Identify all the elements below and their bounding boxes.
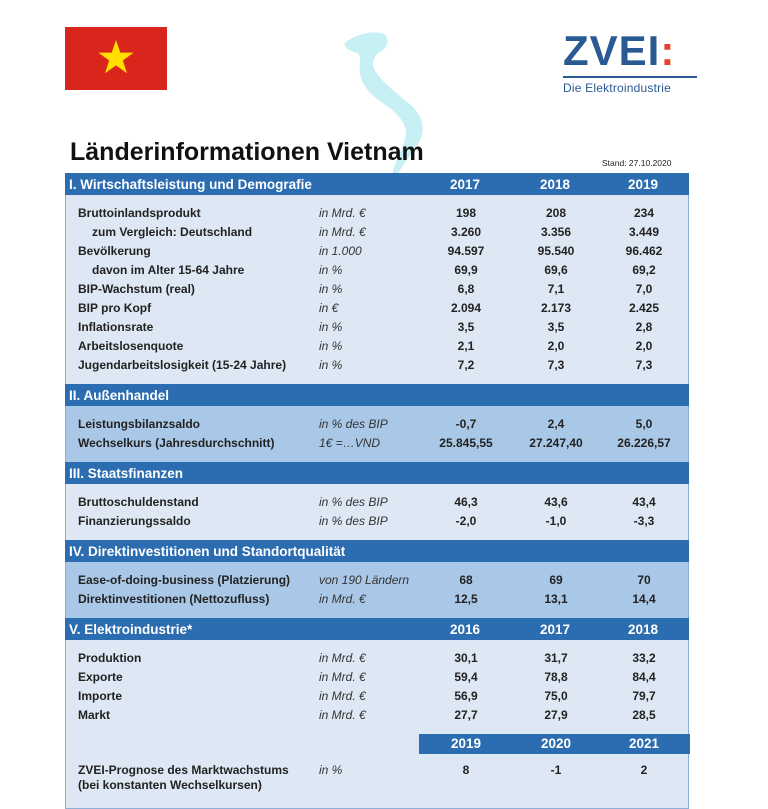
section-header-finance [65, 462, 689, 484]
cell-value: 3,5 [547, 320, 565, 334]
logo-subtitle: Die Elektroindustrie [563, 81, 672, 95]
table-row [66, 280, 688, 299]
cell-value: 2,1 [457, 339, 475, 353]
forecast-row [65, 754, 689, 809]
row-label: Wechselkurs (Jahresdurchschnitt) [78, 436, 275, 450]
row-label: Inflationsrate [78, 320, 154, 334]
cell-value: 2 [640, 763, 648, 777]
cell-value: 234 [633, 206, 655, 220]
table-row [66, 204, 688, 223]
cell-value: 7,2 [457, 358, 475, 372]
year-header: 2020 [540, 736, 572, 751]
row-label: Bruttoschuldenstand [78, 495, 199, 509]
table-row [66, 571, 688, 590]
row-label: Ease-of-doing-business (Platzierung) [78, 573, 291, 587]
row-label: Importe [78, 689, 123, 703]
row-label: BIP-Wachstum (real) [78, 282, 195, 296]
cell-value: -1,0 [545, 514, 567, 528]
forecast-year-header [66, 734, 688, 754]
cell-value: 7,3 [547, 358, 565, 372]
row-label: Produktion [78, 651, 142, 665]
section-body-electro [65, 640, 689, 754]
cell-value: 2.425 [628, 301, 660, 315]
row-unit: in Mrd. € [319, 651, 366, 665]
year-header: 2017 [449, 176, 481, 192]
cell-value: 75,0 [544, 689, 568, 703]
row-label: Bruttoinlandsprodukt [78, 206, 201, 220]
row-unit: in % [319, 358, 343, 372]
stand-date: Stand: 27.10.2020 [602, 158, 672, 168]
cell-value: -1 [550, 763, 562, 777]
section-title: V. Elektroindustrie* [69, 621, 193, 637]
table-row [66, 337, 688, 356]
cell-value: 5,0 [635, 417, 653, 431]
cell-value: 27.247,40 [529, 436, 583, 450]
year-header: 2018 [627, 621, 659, 637]
cell-value: 46,3 [454, 495, 478, 509]
cell-value: 3.449 [628, 225, 660, 239]
cell-value: 26.226,57 [617, 436, 671, 450]
table-row [66, 590, 688, 609]
cell-value: 3,5 [457, 320, 475, 334]
page-title: Länderinformationen Vietnam [70, 138, 424, 166]
cell-value: -2,0 [455, 514, 477, 528]
year-header: 2017 [539, 621, 571, 637]
cell-value: 94.597 [447, 244, 485, 258]
row-unit: in % [319, 320, 343, 334]
cell-value: 56,9 [454, 689, 478, 703]
section-title: II. Außenhandel [69, 387, 170, 403]
row-label: Arbeitslosenquote [78, 339, 184, 353]
zvei-logo-mark: ZVEI: [563, 27, 676, 74]
table-row [66, 668, 688, 687]
cell-value: 69,9 [454, 263, 478, 277]
cell-value: 12,5 [454, 592, 478, 606]
table-row [66, 512, 688, 531]
table-row [66, 242, 688, 261]
cell-value: 96.462 [625, 244, 663, 258]
cell-value: -3,3 [633, 514, 655, 528]
row-label: Leistungsbilanzsaldo [78, 417, 201, 431]
row-unit: in Mrd. € [319, 708, 366, 722]
section-body-economy [65, 195, 689, 384]
cell-value: 33,2 [632, 651, 656, 665]
cell-value: 198 [455, 206, 477, 220]
cell-value: 84,4 [632, 670, 656, 684]
forecast-label-line2: (bei konstanten Wechselkursen) [78, 778, 262, 792]
row-label: Finanzierungssaldo [78, 514, 191, 528]
cell-value: 68 [459, 573, 473, 587]
cell-value: 27,7 [454, 708, 478, 722]
row-unit: in 1.000 [319, 244, 362, 258]
row-unit: in Mrd. € [319, 206, 366, 220]
cell-value: 2.094 [450, 301, 482, 315]
row-label: Exporte [78, 670, 123, 684]
cell-value: 3.260 [450, 225, 482, 239]
cell-value: 3.356 [540, 225, 572, 239]
row-label: davon im Alter 15-64 Jahre [92, 263, 245, 277]
cell-value: 8 [462, 763, 470, 777]
table-row [66, 493, 688, 512]
row-unit: in Mrd. € [319, 225, 366, 239]
cell-value: 59,4 [454, 670, 478, 684]
row-unit: in % des BIP [319, 514, 388, 528]
section-title: I. Wirtschaftsleistung und Demografie [69, 176, 312, 192]
row-label: BIP pro Kopf [78, 301, 152, 315]
row-label: zum Vergleich: Deutschland [92, 225, 253, 239]
section-header-electro [65, 618, 689, 640]
section-title: III. Staatsfinanzen [69, 465, 184, 481]
row-unit: in € [319, 301, 339, 315]
section-header-economy [65, 173, 689, 195]
row-unit: in % [319, 263, 343, 277]
cell-value: 208 [545, 206, 567, 220]
table-row [66, 687, 688, 706]
star-icon [96, 38, 136, 78]
cell-value: 28,5 [632, 708, 656, 722]
cell-value: 69,2 [632, 263, 656, 277]
cell-value: 6,8 [457, 282, 475, 296]
table-row [66, 706, 688, 725]
section-body-finance [65, 484, 689, 540]
cell-value: 2,4 [547, 417, 565, 431]
table-row [66, 299, 688, 318]
table-row [66, 261, 688, 280]
cell-value: 27,9 [544, 708, 568, 722]
logo-divider [563, 76, 697, 78]
year-header: 2018 [539, 176, 571, 192]
section-header-trade [65, 384, 689, 406]
row-label: Markt [78, 708, 111, 722]
cell-value: 13,1 [544, 592, 568, 606]
year-header: 2019 [627, 176, 659, 192]
cell-value: 70 [637, 573, 651, 587]
cell-value: 69,6 [544, 263, 568, 277]
row-unit: 1€ =…VND [319, 436, 381, 450]
cell-value: 2.173 [540, 301, 572, 315]
section-body-trade [65, 406, 689, 462]
row-unit: in % des BIP [319, 495, 388, 509]
section-body-investment [65, 562, 689, 618]
cell-value: 69 [549, 573, 563, 587]
cell-value: -0,7 [455, 417, 477, 431]
row-unit: in Mrd. € [319, 592, 366, 606]
cell-value: 25.845,55 [439, 436, 493, 450]
row-label: Bevölkerung [78, 244, 151, 258]
cell-value: 95.540 [537, 244, 575, 258]
forecast-label-line1: ZVEI-Prognose des Marktwachstums [78, 763, 289, 777]
year-header: 2016 [449, 621, 481, 637]
row-unit: in Mrd. € [319, 670, 366, 684]
cell-value: 7,0 [635, 282, 653, 296]
row-unit: in % [319, 339, 343, 353]
zvei-logo [563, 28, 703, 95]
table-row [66, 223, 688, 242]
row-label: Jugendarbeitslosigkeit (15-24 Jahre) [78, 358, 287, 372]
table-row [66, 415, 688, 434]
section-header-investment [65, 540, 689, 562]
cell-value: 2,0 [547, 339, 565, 353]
table-row [66, 649, 688, 668]
cell-value: 79,7 [632, 689, 656, 703]
row-unit: in % des BIP [319, 417, 388, 431]
year-header: 2019 [450, 736, 482, 751]
cell-value: 78,8 [544, 670, 568, 684]
forecast-label [78, 763, 289, 793]
cell-value: 31,7 [544, 651, 568, 665]
table-row [66, 318, 688, 337]
table-row [66, 434, 688, 453]
year-header: 2021 [628, 736, 660, 751]
cell-value: 30,1 [454, 651, 478, 665]
row-label: Direktinvestitionen (Nettozufluss) [78, 592, 270, 606]
cell-value: 7,1 [547, 282, 565, 296]
row-unit: in Mrd. € [319, 689, 366, 703]
row-unit: von 190 Ländern [319, 573, 410, 587]
cell-value: 14,4 [632, 592, 656, 606]
table-row [66, 356, 688, 375]
vietnam-flag-icon [65, 27, 167, 90]
row-unit: in % [319, 282, 343, 296]
section-title: IV. Direktinvestitionen und Standortqualität [69, 543, 346, 559]
cell-value: 2,0 [635, 339, 653, 353]
cell-value: 43,4 [632, 495, 656, 509]
cell-value: 2,8 [635, 320, 653, 334]
row-unit: in % [319, 763, 343, 777]
country-info-table [65, 173, 689, 809]
cell-value: 7,3 [635, 358, 653, 372]
cell-value: 43,6 [544, 495, 568, 509]
